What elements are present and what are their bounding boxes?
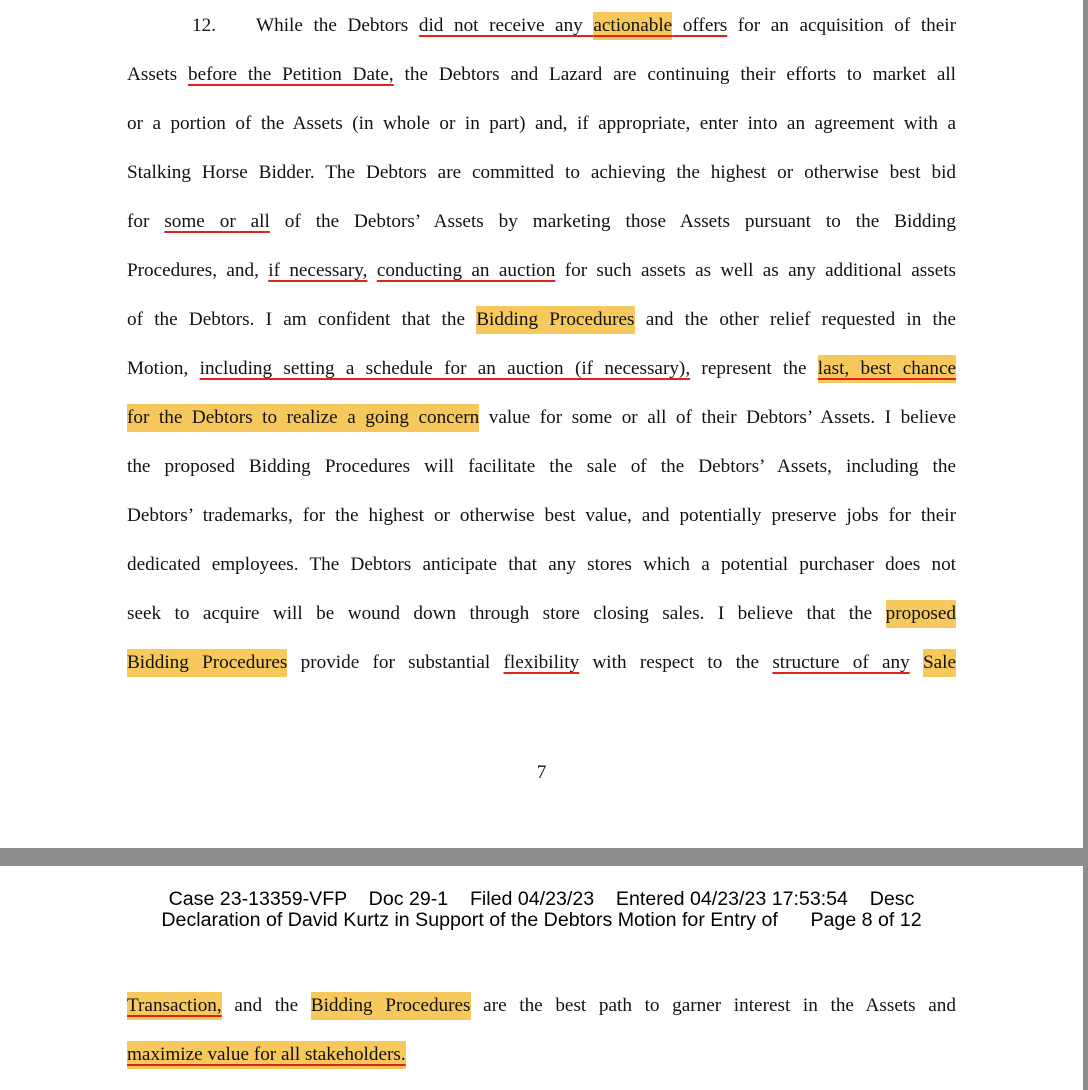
- highlighted-underlined-text: Transaction,: [127, 992, 222, 1020]
- underlined-text: before the Petition Date,: [187, 64, 394, 85]
- text-run: are the best path to garner interest in the Assets and: [470, 995, 956, 1016]
- highlighted-text: Sale: [923, 649, 956, 677]
- text-line: [127, 356, 956, 382]
- underlined-text: offers: [672, 15, 728, 36]
- text-line: [127, 111, 956, 137]
- text-run: of the Debtors’ Assets by marketing those Assets pursuant to the Bidding: [269, 211, 956, 232]
- underlined-text: did not receive any: [418, 15, 594, 36]
- highlighted-underlined-text: last, best chance: [818, 355, 956, 383]
- underlined-text: conducting an auction: [376, 260, 556, 281]
- text-line: [127, 160, 956, 186]
- text-run: Assets: [127, 64, 188, 85]
- underlined-text: some or all: [164, 211, 270, 232]
- text-run: with respect to the: [579, 652, 773, 673]
- text-run: or a portion of the Assets (in whole or in part) and, if appropriate, enter into an agreement with a: [127, 113, 956, 134]
- text-run: [367, 260, 376, 281]
- text-line: [127, 1042, 956, 1068]
- text-run: for an acquisition of their: [727, 15, 956, 36]
- court-filing-stamp-line-1: Case 23-13359-VFP Doc 29-1 Filed 04/23/23 Entered 04/23/23 17:53:54 Desc: [168, 888, 915, 910]
- text-run: value for some or all of their Debtors’ Assets. I believe: [479, 407, 957, 428]
- document-page-8: [0, 866, 1083, 1090]
- text-line: [127, 601, 956, 627]
- text-run: Debtors’ trademarks, for the highest or otherwise best value, and potentially preserve jobs for their: [127, 505, 956, 526]
- highlighted-underlined-text: maximize value for all stakeholders.: [127, 1041, 406, 1069]
- text-line: [127, 650, 956, 676]
- text-line: [127, 454, 956, 480]
- text-run: for: [127, 211, 165, 232]
- text-line: [127, 503, 956, 529]
- underlined-text: including setting a schedule for an auction (if necessary),: [199, 358, 691, 379]
- highlighted-text: Bidding Procedures: [476, 306, 634, 334]
- underlined-text: flexibility: [503, 652, 580, 673]
- text-line: [192, 13, 956, 39]
- text-run: seek to acquire will be wound down through store closing sales. I believe that the: [127, 603, 886, 624]
- court-filing-stamp-line-2: Declaration of David Kurtz in Support of the Debtors Motion for Entry of Page 8 of 12: [161, 909, 922, 931]
- text-line: [127, 405, 956, 431]
- text-run: the Debtors and Lazard are continuing their efforts to market all: [393, 64, 957, 85]
- text-run: dedicated employees. The Debtors anticipate that any stores which a potential purchaser does not: [127, 554, 956, 575]
- text-run: Procedures, and,: [127, 260, 269, 281]
- underlined-text: structure of any: [772, 652, 910, 673]
- text-line: [127, 552, 956, 578]
- text-line: [127, 258, 956, 284]
- text-run: [910, 652, 923, 673]
- text-line: [127, 993, 956, 1019]
- underlined-text: if necessary,: [268, 260, 368, 281]
- text-run: Motion,: [127, 358, 200, 379]
- text-run: represent the: [690, 358, 818, 379]
- text-run: of the Debtors. I am confident that the: [127, 309, 477, 330]
- text-run: and the: [221, 995, 311, 1016]
- highlighted-text: Bidding Procedures: [127, 649, 287, 677]
- text-line: [127, 209, 956, 235]
- highlighted-text: for the Debtors to realize a going concern: [127, 404, 479, 432]
- text-run: Stalking Horse Bidder. The Debtors are committed to achieving the highest or otherwise best bid: [127, 162, 956, 183]
- text-line: [127, 307, 956, 333]
- page-number: 7: [536, 762, 547, 783]
- highlighted-underlined-text: actionable: [593, 12, 672, 40]
- text-run: and the other relief requested in the: [634, 309, 956, 330]
- highlighted-text: Bidding Procedures: [311, 992, 471, 1020]
- paragraph-number: 12.: [192, 15, 216, 36]
- text-run: the proposed Bidding Procedures will facilitate the sale of the Debtors’ Assets, including the: [127, 456, 956, 477]
- text-run: provide for substantial: [287, 652, 504, 673]
- highlighted-text: proposed: [886, 600, 956, 628]
- text-run: for such assets as well as any additional assets: [555, 260, 957, 281]
- text-line: [127, 62, 956, 88]
- text-run: While the Debtors: [256, 15, 419, 36]
